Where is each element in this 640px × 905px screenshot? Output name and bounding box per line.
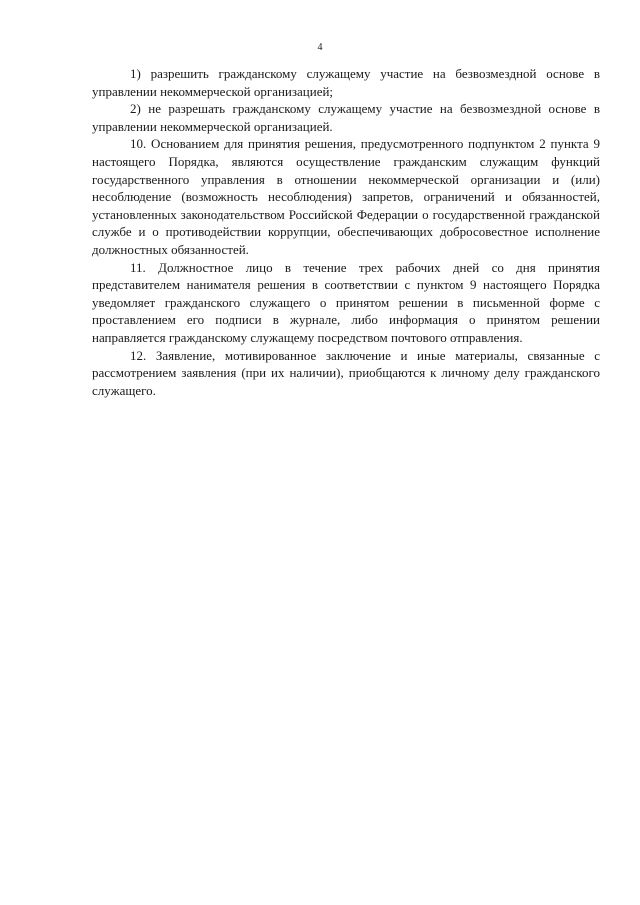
paragraph-clause-10: 10. Основанием для принятия решения, предусмотренного подпунктом 2 пункта 9 настоящего Порядка, являются осуществление гражданским служащим функций государственного управления в отношении некоммерческой организации и (или) несоблюдение (возможность несоблюдения) запретов, ограничений и обязанностей, установленных законодательством Российской Федерации о государственной гражданской службе и о противодействии коррупции, обеспечивающих добросовестное исполнение должностных обязанностей. [92,136,600,257]
document-body [92,65,600,399]
paragraph-subitem-2: 2) не разрешать гражданскому служащему участие на безвозмездной основе в управлении некоммерческой организацией. [92,101,600,134]
page-number: 4 [317,42,323,53]
paragraph-clause-12: 12. Заявление, мотивированное заключение и иные материалы, связанные с рассмотрением заявления (при их наличии), приобщаются к личному делу гражданского служащего. [92,347,600,398]
paragraph-clause-11: 11. Должностное лицо в течение трех рабочих дней со дня принятия представителем нанимателя решения в соответствии с пунктом 9 настоящего Порядка уведомляет гражданского служащего о принятом решении в письменной форме с проставлением его подписи в журнале, либо информация о принятом решении направляется гражданскому служащему посредством почтового отправления. [92,259,600,345]
paragraph-subitem-1: 1) разрешить гражданскому служащему участие на безвозмездной основе в управлении некоммерческой организацией; [92,66,600,99]
